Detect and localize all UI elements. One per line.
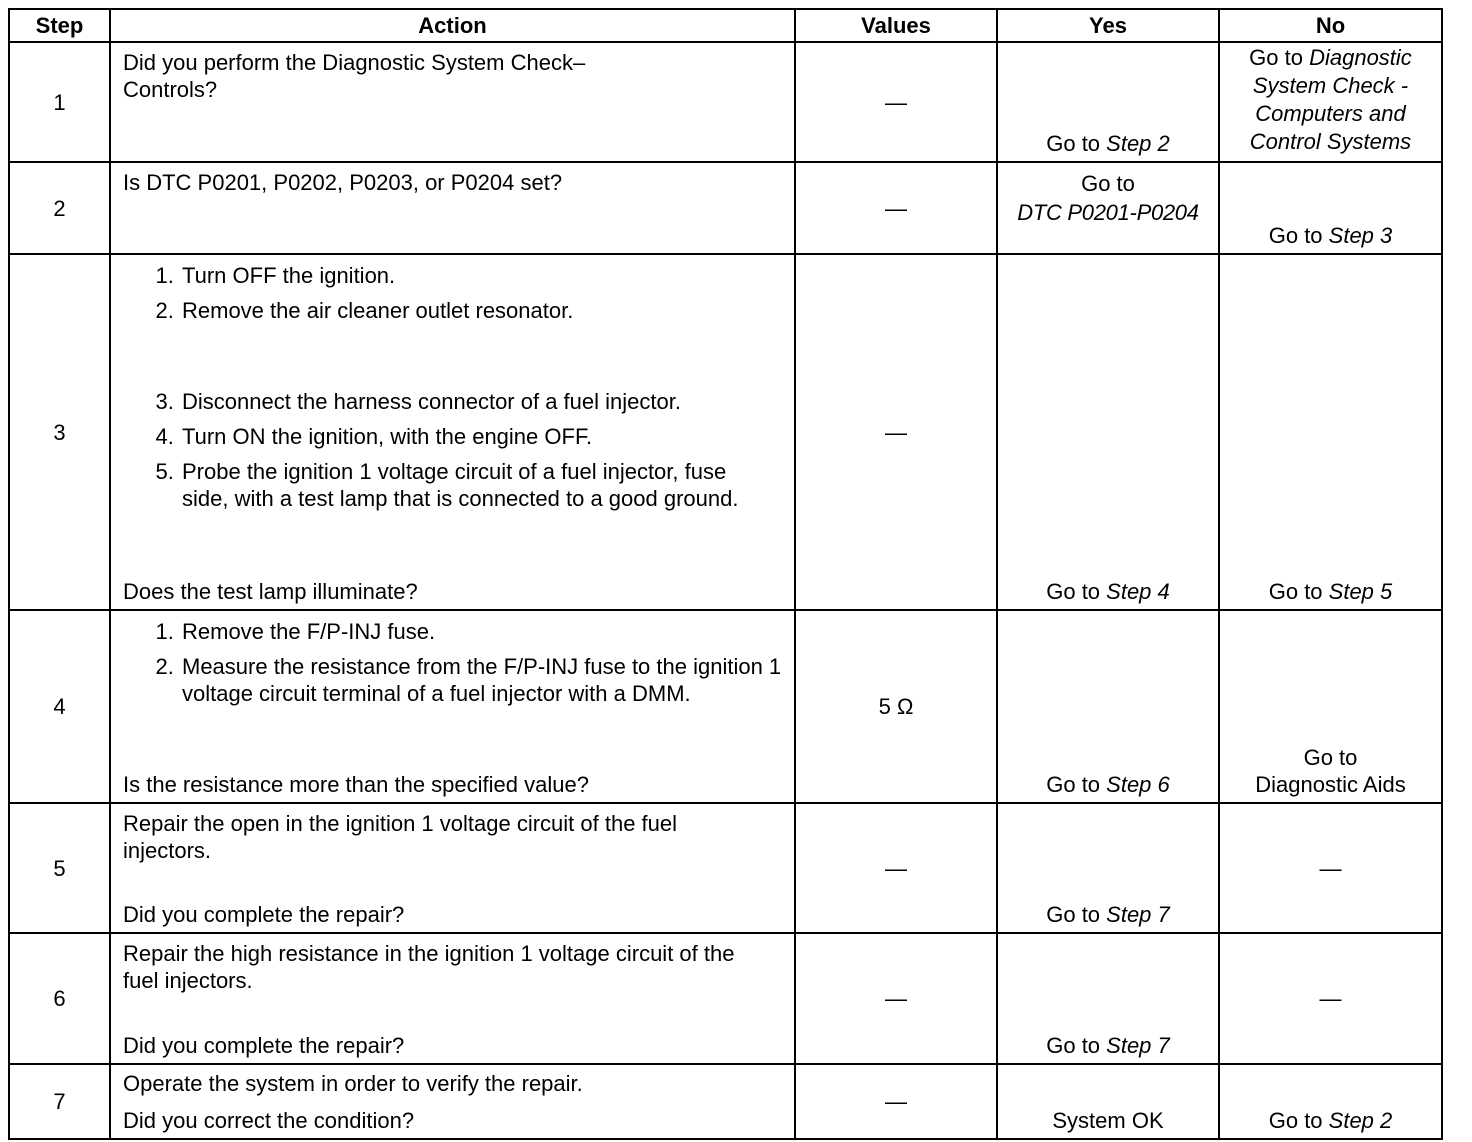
yes-prefix: Go to [1046,902,1107,927]
action-cell [110,42,795,162]
table-row-step-2 [9,162,1442,254]
no-link[interactable]: Step 2 [1328,1108,1393,1133]
yes-cell[interactable] [997,803,1219,933]
table-row-step-1 [9,42,1442,162]
yes-link[interactable]: Step 4 [1106,579,1170,604]
yes-link[interactable]: DTC P0201-P0204 [1017,200,1199,225]
table-row-step-5 [9,803,1442,933]
step-number: 2 [9,162,110,254]
no-cell[interactable] [1219,162,1442,254]
yes-cell[interactable] [997,610,1219,803]
yes-prefix: Go to [1046,1033,1107,1058]
action-cell [110,933,795,1064]
yes-link[interactable]: Step 2 [1106,131,1170,156]
yes-link[interactable]: Step 7 [1106,1033,1170,1058]
action-item: 4. Turn ON the ignition, with the engine OFF. [180,423,782,450]
action-question: Did you complete the repair? [123,1033,405,1058]
action-cell [110,254,795,610]
action-cell [110,1064,795,1139]
value-cell: — [795,933,997,1064]
no-link[interactable]: Diagnostic Aids [1255,772,1406,797]
step-number: 7 [9,1064,110,1139]
step-number: 3 [9,254,110,610]
yes-link[interactable]: Step 7 [1106,902,1170,927]
no-prefix: Go to [1303,745,1358,770]
yes-cell[interactable] [997,1064,1219,1139]
header-no: No [1219,9,1442,42]
action-list [123,618,782,715]
no-cell: — [1219,933,1442,1064]
action-item: 1. Remove the F/P-INJ fuse. [180,618,782,645]
no-cell[interactable] [1219,254,1442,610]
value-cell: — [795,42,997,162]
no-cell[interactable] [1219,1064,1442,1139]
no-link[interactable]: Step 3 [1328,223,1393,248]
header-step: Step [9,9,110,42]
action-text: Did you perform the Diagnostic System Check–Controls? [123,50,586,102]
action-cell [110,610,795,803]
action-question: Did you correct the condition? [123,1108,415,1133]
action-text: Repair the high resistance in the ignition 1 voltage circuit of the fuel injectors. [123,941,735,993]
no-cell[interactable] [1219,42,1442,162]
value-cell: 5 Ω [795,610,997,803]
table-row-step-6 [9,933,1442,1064]
no-prefix: Go to [1268,1108,1329,1133]
yes-cell[interactable] [997,162,1219,254]
action-text: Operate the system in order to verify the repair. [123,1071,583,1096]
action-question: Is the resistance more than the specified value? [123,772,589,797]
action-question: Did you complete the repair? [123,902,405,927]
yes-prefix: Go to [1046,579,1107,604]
action-cell [110,803,795,933]
yes-prefix: Go to [1081,171,1135,196]
step-number: 4 [9,610,110,803]
header-values: Values [795,9,997,42]
yes-text: System OK [1052,1108,1164,1133]
diagnostic-table [8,8,1443,1140]
no-link[interactable]: Diagnostic System Check - Computers and Control Systems [1249,45,1412,154]
yes-prefix: Go to [1046,772,1107,797]
yes-cell[interactable] [997,42,1219,162]
action-cell [110,162,795,254]
table-row-step-7 [9,1064,1442,1139]
no-link[interactable]: Step 5 [1328,579,1393,604]
no-prefix: Go to [1268,223,1329,248]
yes-prefix: Go to [1046,131,1107,156]
header-yes: Yes [997,9,1219,42]
value-cell: — [795,803,997,933]
yes-cell[interactable] [997,254,1219,610]
action-text: Is DTC P0201, P0202, P0203, or P0204 set? [123,170,563,195]
header-action: Action [110,9,795,42]
no-prefix: Go to [1249,45,1310,70]
value-cell: — [795,162,997,254]
action-item: 2. Measure the resistance from the F/P-INJ fuse to the ignition 1 voltage circuit terminal of a fuel injector with a DMM. [180,653,782,707]
yes-link[interactable]: Step 6 [1106,772,1170,797]
yes-cell[interactable] [997,933,1219,1064]
action-text: Repair the open in the ignition 1 voltage circuit of the fuel injectors. [123,811,678,863]
action-item: 1. Turn OFF the ignition. [180,262,782,289]
no-cell: — [1219,803,1442,933]
action-item: 3. Disconnect the harness connector of a fuel injector. [180,388,782,415]
no-cell[interactable] [1219,610,1442,803]
action-item: 5. Probe the ignition 1 voltage circuit of a fuel injector, fuse side, with a test lamp that is connected to a good ground. [180,458,782,512]
value-cell: — [795,254,997,610]
header-row [9,9,1442,42]
action-question: Does the test lamp illuminate? [123,579,418,604]
value-cell: — [795,1064,997,1139]
step-number: 1 [9,42,110,162]
action-item: 2. Remove the air cleaner outlet resonator. [180,297,782,324]
no-prefix: Go to [1268,579,1329,604]
table-row-step-3 [9,254,1442,610]
step-number: 6 [9,933,110,1064]
step-number: 5 [9,803,110,933]
action-list [123,262,782,520]
table-row-step-4 [9,610,1442,803]
